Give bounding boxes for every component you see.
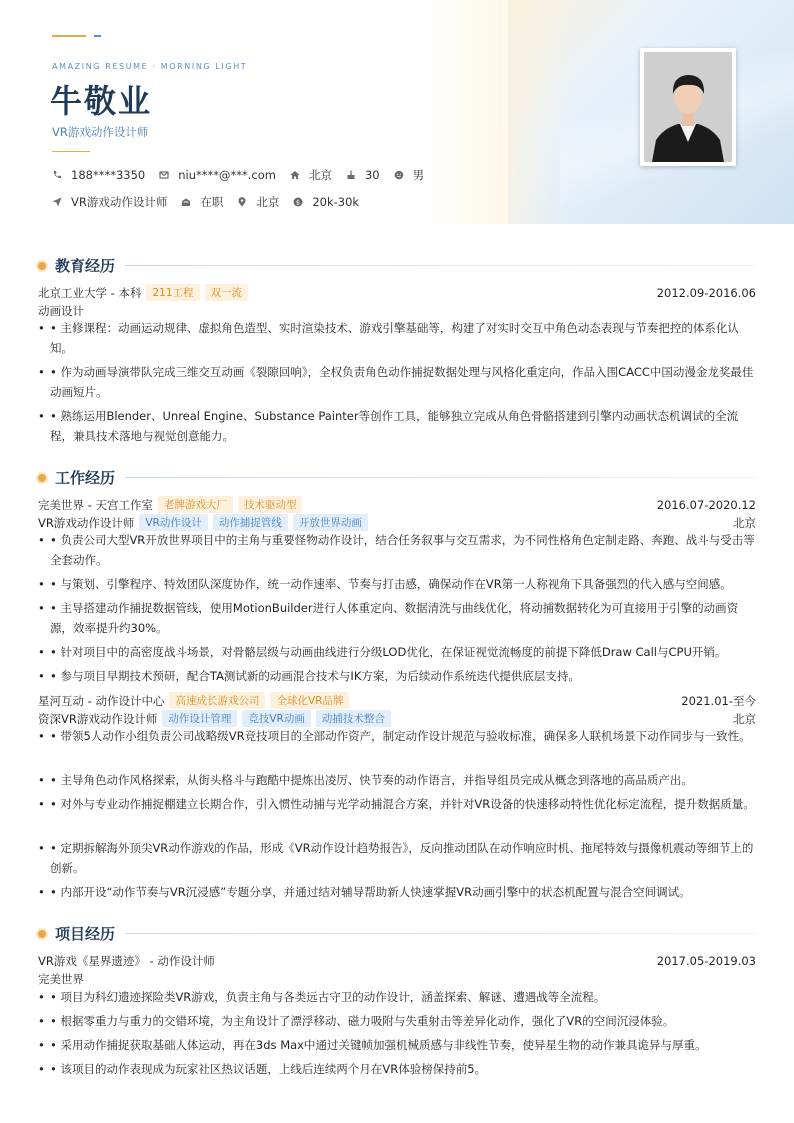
send-icon [52, 197, 62, 207]
education-major-row [38, 303, 756, 319]
bullet-marker: • [38, 1062, 45, 1076]
job-1-company: 完美世界 - 天宫工作室 [38, 497, 153, 512]
education-school: 北京工业大学 - 本科 [38, 285, 142, 300]
contact-phone-text: 188****3350 [71, 168, 146, 182]
job-2-bullet: • • 带领5人动作小组负责公司战略级VR竞技项目的全部动作资产，制定动作设计规范与验收标准，确保多人联机场景下动作同步与一致性。 [38, 726, 756, 746]
job-1-bullet: • • 与策划、引擎程序、特效团队深度协作，统一动作速率、节奏与打击感，确保动作在VR第一人称视角下具备强烈的代入感与空间感。 [38, 574, 756, 594]
contact-location [237, 194, 279, 210]
job-1-skill-tag: VR动作设计 [139, 514, 207, 531]
contact-city-text: 北京 [308, 168, 332, 182]
contact-target-role-text: VR游戏动作设计师 [71, 195, 168, 209]
job-2-position-row [38, 710, 756, 727]
job-2-skill-tag: 竞技VR动画 [242, 710, 310, 727]
contact-target-role [52, 194, 167, 210]
education-section-title [38, 255, 758, 276]
section-dot-icon [38, 262, 46, 270]
mail-icon [159, 170, 169, 180]
education-tag: 双一流 [205, 284, 249, 301]
contact-age-text: 30 [364, 168, 380, 182]
home-icon [290, 170, 300, 180]
job-2-header-row [38, 692, 756, 709]
education-major: 动画设计 [38, 304, 84, 318]
projects-title: 项目经历 [55, 925, 116, 943]
contact-row-1 [52, 167, 438, 183]
education-bullet: • • 熟练运用Blender、Unreal Engine、Substance Painter等创作工具，能够独立完成从角色骨骼搭建到引擎内动画状态机调试的全流程，兼具技术落地与视觉创意能力。 [38, 406, 756, 446]
contact-city [290, 167, 332, 183]
job-2-skill-tag: 动作设计管理 [162, 710, 237, 727]
section-dot-icon [38, 474, 46, 482]
job-2-company-tag: 高速成长游戏公司 [169, 692, 265, 709]
profile-photo-frame [640, 48, 736, 166]
bullet-marker: • [38, 885, 45, 899]
job-2-bullet: • • 定期拆解海外顶尖VR动作游戏的作品，形成《VR动作设计趋势报告》，反向推动团队在动作响应时机、拖尾特效与摄像机震动等细节上的创新。 [38, 838, 756, 878]
work-title: 工作经历 [55, 469, 116, 487]
contact-salary [293, 195, 359, 209]
person-icon [394, 170, 404, 180]
education-tag: 211工程 [146, 284, 199, 301]
education-date: 2012.09-2016.06 [656, 285, 756, 300]
bullet-marker: • [38, 669, 45, 683]
project-1-header-row [38, 953, 756, 969]
education-header-row [38, 284, 756, 301]
job-1-bullet: • • 负责公司大型VR开放世界项目中的主角与重要怪物动作设计，结合任务叙事与交互需求，为不同性格角色定制走路、奔跑、战斗与受击等全套动作。 [38, 530, 756, 570]
projects-section-title [38, 923, 758, 944]
job-2-bullet: • • 对外与专业动作捕捉棚建立长期合作，引入惯性动捕与光学动捕混合方案，并针对VR设备的快速移动特性优化标定流程，提升数据质量。 [38, 794, 756, 814]
header-glow [430, 0, 570, 224]
job-1-bullet: • • 参与项目早期技术预研，配合TA测试新的动画混合技术与IK方案，为后续动作系统迭代提供底层支持。 [38, 666, 756, 686]
contact-age [346, 168, 380, 182]
section-rule [125, 265, 758, 266]
job-1-bullet: • • 主导搭建动作捕捉数据管线，使用MotionBuilder进行人体重定向、数据清洗与曲线优化，将动捕数据转化为可直接用于引擎的动画资源，效率提升约30%。 [38, 598, 756, 638]
job-1-position: VR游戏动作设计师 [38, 515, 135, 530]
profile-photo [644, 52, 732, 162]
education-bullet: • • 作为动画导演带队完成三维交互动画《裂隙回响》，全权负责角色动作捕捉数据处理与风格化重定向，作品入围CACC中国动漫金龙奖最佳动画短片。 [38, 362, 756, 402]
project-1-bullet: • • 该项目的动作表现成为玩家社区热议话题，上线后连续两个月在VR体验榜保持前5。 [38, 1059, 756, 1079]
job-2-skill-tag: 动捕技术整合 [316, 710, 391, 727]
bullet-marker: • [38, 990, 45, 1004]
candidate-role: VR游戏动作设计师 [52, 125, 149, 139]
project-1-bullet: • • 采用动作捕捉获取基础人体运动，再在3ds Max中通过关键帧加强机械质感与非线性节奏，使异星生物的动作兼具诡异与厚重。 [38, 1035, 756, 1055]
job-2-bullet: • • 主导角色动作风格探索，从街头格斗与跑酷中提炼出凌厉、快节奏的动作语言，并指导组员完成从概念到落地的高品质产出。 [38, 770, 756, 790]
contact-location-text: 北京 [256, 195, 280, 209]
contact-row-2 [52, 194, 373, 210]
bullet-marker: • [38, 409, 45, 423]
project-1-company: 完美世界 [38, 972, 84, 986]
contact-status [181, 194, 223, 210]
svg-text:$: $ [296, 198, 301, 207]
resume-tagline: AMAZING RESUME · MORNING LIGHT [52, 62, 248, 71]
job-1-header-row [38, 496, 756, 513]
contact-phone [52, 168, 145, 182]
job-2-position: 资深VR游戏动作设计师 [38, 711, 158, 726]
project-1-bullet: • • 根据零重力与重力的交错环境，为主角设计了漂浮移动、磁力吸附与失重射击等差异化动作，强化了VR的空间沉浸体验。 [38, 1011, 756, 1031]
contact-gender-text: 男 [412, 168, 425, 182]
job-1-company-tag: 老牌游戏大厂 [158, 496, 233, 513]
job-2-date: 2021.01-至今 [681, 693, 756, 708]
phone-icon [52, 170, 62, 180]
role-underline [52, 151, 90, 152]
contact-gender [394, 167, 425, 183]
bullet-marker: • [38, 1038, 45, 1052]
cake-icon [346, 170, 356, 180]
status-icon [181, 197, 191, 207]
section-rule [125, 933, 758, 934]
bullet-marker: • [38, 773, 45, 787]
accent-line-blue [94, 35, 101, 37]
accent-line-gold [52, 35, 86, 37]
bullet-marker: • [38, 365, 45, 379]
bullet-marker: • [38, 729, 45, 743]
job-1-company-tag: 技术驱动型 [238, 496, 303, 513]
bullet-marker: • [38, 645, 45, 659]
contact-status-text: 在职 [200, 195, 224, 209]
candidate-name: 牛敬业 [50, 82, 153, 120]
bullet-marker: • [38, 841, 45, 855]
job-2-company-tag: 全球化VR品牌 [270, 692, 349, 709]
work-section-title [38, 467, 758, 488]
bullet-marker: • [38, 1014, 45, 1028]
bullet-marker: • [38, 321, 45, 335]
contact-salary-text: 20k-30k [312, 195, 360, 209]
contact-email [159, 168, 276, 182]
bullet-marker: • [38, 601, 45, 615]
education-title: 教育经历 [55, 257, 116, 275]
contact-email-text: niu****@***.com [178, 168, 276, 182]
project-1-date: 2017.05-2019.03 [656, 954, 756, 968]
job-2-bullet: • • 内部开设“动作节奏与VR沉浸感”专题分享，并通过结对辅导帮助新人快速掌握VR动画引擎中的状态机配置与混合空间调试。 [38, 882, 756, 902]
job-1-bullet: • • 针对项目中的高密度战斗场景，对骨骼层级与动画曲线进行分级LOD优化，在保证视觉流畅度的前提下降低Draw Call与CPU开销。 [38, 642, 756, 662]
job-1-position-row [38, 514, 756, 531]
section-rule [125, 477, 758, 478]
job-1-skill-tag: 动作捕捉管线 [213, 514, 288, 531]
bullet-marker: • [38, 797, 45, 811]
education-bullet: • • 主修课程：动画运动规律、虚拟角色造型、实时渲染技术、游戏引擎基础等，构建了对实时交互中角色动态表现与节奏把控的体系化认知。 [38, 318, 756, 358]
project-1-company-row [38, 971, 756, 987]
job-1-date: 2016.07-2020.12 [656, 497, 756, 512]
section-dot-icon [38, 930, 46, 938]
bullet-marker: • [38, 577, 45, 591]
project-1-bullet: • • 项目为科幻遗迹探险类VR游戏，负责主角与各类远古守卫的动作设计，涵盖探索、解谜、遭遇战等全流程。 [38, 987, 756, 1007]
job-2-company: 星河互动 - 动作设计中心 [38, 693, 165, 708]
job-1-skill-tag: 开放世界动画 [293, 514, 368, 531]
location-icon [237, 197, 247, 207]
bullet-marker: • [38, 533, 45, 547]
job-1-city: 北京 [733, 515, 756, 530]
salary-icon [293, 197, 303, 207]
job-2-city: 北京 [733, 711, 756, 726]
project-1-name: VR游戏《星界遗迹》 - 动作设计师 [38, 954, 215, 968]
